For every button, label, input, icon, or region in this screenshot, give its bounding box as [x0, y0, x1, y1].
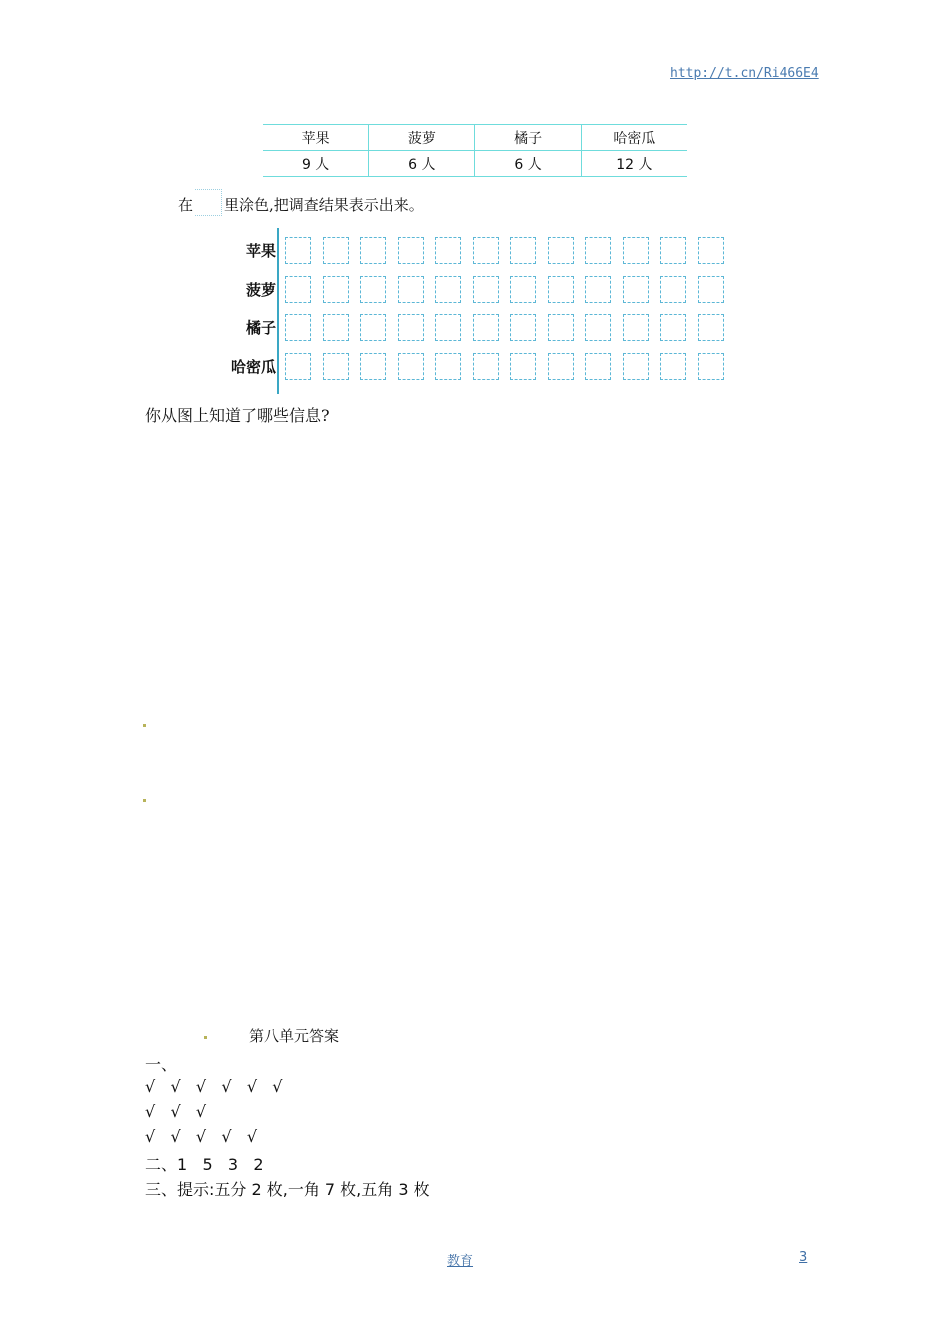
grid-row-label: 橘子: [245, 319, 276, 337]
survey-header-cell: 哈密瓜: [581, 125, 687, 151]
grid-cell[interactable]: [660, 314, 686, 341]
grid-cell[interactable]: [473, 276, 499, 303]
page-number: 3: [799, 1250, 808, 1265]
grid-cell[interactable]: [323, 276, 349, 303]
grid-cell[interactable]: [698, 353, 724, 380]
coloring-grid: [200, 228, 740, 394]
answers-title: 第八单元答案: [249, 1027, 340, 1045]
grid-cell[interactable]: [398, 353, 424, 380]
grid-cell[interactable]: [698, 314, 724, 341]
grid-cell[interactable]: [435, 276, 461, 303]
answer-line: 三、提示:五分 2 枚,一角 7 枚,五角 3 枚: [145, 1180, 430, 1199]
grid-row-label: 菠萝: [245, 281, 276, 299]
grid-cell[interactable]: [360, 276, 386, 303]
grid-row-label: 苹果: [245, 242, 276, 260]
grid-cell[interactable]: [548, 314, 574, 341]
survey-value-cell: 6 人: [475, 151, 581, 177]
answer-line: √ √ √ √ √: [145, 1127, 258, 1146]
grid-cell[interactable]: [398, 314, 424, 341]
grid-cell[interactable]: [435, 353, 461, 380]
grid-cell[interactable]: [623, 237, 649, 264]
grid-cell[interactable]: [548, 276, 574, 303]
instruction-before: 在: [178, 196, 194, 214]
grid-cell[interactable]: [623, 276, 649, 303]
grid-cell[interactable]: [548, 237, 574, 264]
grid-cell[interactable]: [360, 237, 386, 264]
grid-cell[interactable]: [623, 353, 649, 380]
survey-value-cell: 6 人: [369, 151, 475, 177]
grid-cell[interactable]: [323, 353, 349, 380]
grid-cell[interactable]: [660, 276, 686, 303]
decorative-dot: [204, 1036, 207, 1039]
grid-cell[interactable]: [285, 314, 311, 341]
instruction-text: [178, 189, 424, 216]
survey-header-row: [263, 125, 687, 151]
grid-cell[interactable]: [623, 314, 649, 341]
answer-line: 二、1 5 3 2: [145, 1155, 264, 1174]
answer-line: 一、: [145, 1055, 178, 1074]
grid-cell[interactable]: [473, 353, 499, 380]
grid-cell[interactable]: [510, 314, 536, 341]
grid-cell[interactable]: [435, 237, 461, 264]
grid-cell[interactable]: [660, 237, 686, 264]
grid-cell[interactable]: [285, 353, 311, 380]
grid-cell[interactable]: [323, 314, 349, 341]
grid-cell[interactable]: [585, 276, 611, 303]
header-url-link[interactable]: http://t.cn/Ri466E4: [670, 66, 819, 81]
footer-link[interactable]: 教育: [447, 1254, 474, 1269]
grid-cell[interactable]: [360, 353, 386, 380]
grid-cell[interactable]: [585, 353, 611, 380]
grid-cell[interactable]: [698, 276, 724, 303]
square-box-icon: [195, 189, 222, 216]
survey-value-cell: 9 人: [263, 151, 369, 177]
survey-value-row: [263, 151, 687, 177]
answer-line: √ √ √: [145, 1102, 207, 1121]
grid-cell[interactable]: [360, 314, 386, 341]
answer-line: √ √ √ √ √ √: [145, 1077, 283, 1096]
grid-cell[interactable]: [285, 276, 311, 303]
grid-cell[interactable]: [398, 237, 424, 264]
grid-cell[interactable]: [698, 237, 724, 264]
instruction-after: 里涂色,把调查结果表示出来。: [224, 196, 424, 214]
grid-row-label: 哈密瓜: [230, 358, 276, 376]
grid-cell[interactable]: [398, 276, 424, 303]
grid-cell[interactable]: [510, 276, 536, 303]
decorative-dot: [143, 724, 146, 727]
survey-header-cell: 苹果: [263, 125, 369, 151]
grid-cell[interactable]: [510, 237, 536, 264]
grid-cell[interactable]: [548, 353, 574, 380]
survey-value-cell: 12 人: [581, 151, 687, 177]
grid-cell[interactable]: [660, 353, 686, 380]
grid-cell[interactable]: [435, 314, 461, 341]
question-text: 你从图上知道了哪些信息?: [145, 406, 330, 425]
grid-cell[interactable]: [473, 237, 499, 264]
decorative-dot: [143, 799, 146, 802]
grid-cell[interactable]: [585, 314, 611, 341]
survey-header-cell: 橘子: [475, 125, 581, 151]
grid-cell[interactable]: [510, 353, 536, 380]
grid-cell[interactable]: [585, 237, 611, 264]
grid-cell[interactable]: [285, 237, 311, 264]
survey-header-cell: 菠萝: [369, 125, 475, 151]
survey-table: [263, 124, 687, 177]
grid-cell[interactable]: [473, 314, 499, 341]
grid-cell[interactable]: [323, 237, 349, 264]
